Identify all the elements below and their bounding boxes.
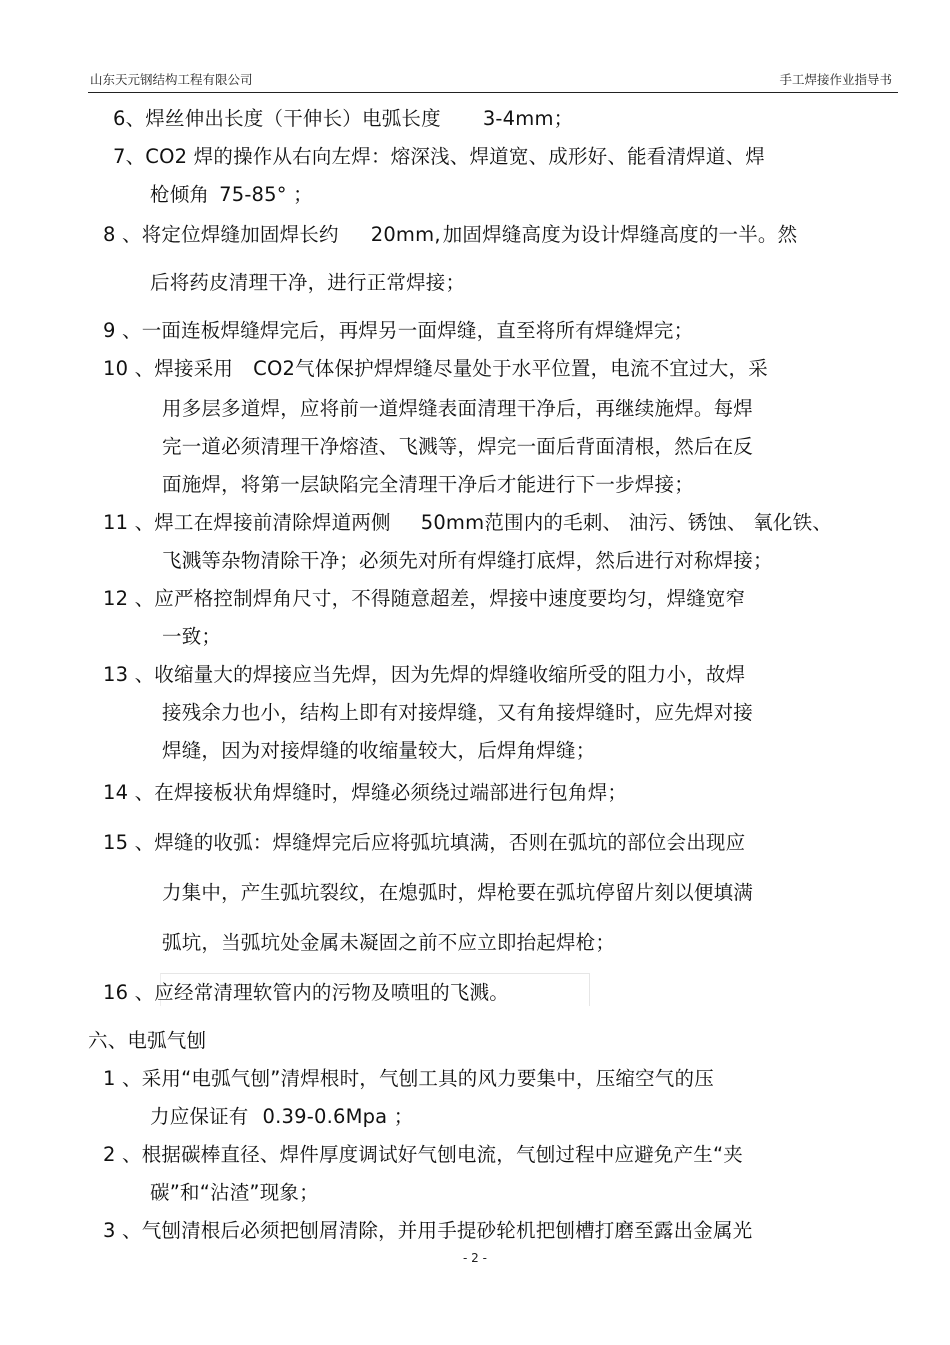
text-line: 16 、应经常清理软管内的污物及喷咀的飞溅。	[103, 981, 509, 1004]
text-line: 6、焊丝伸出长度（干伸长）电弧长度 3-4mm；	[113, 107, 574, 130]
text-line: 15 、焊缝的收弧：焊缝焊完后应将弧坑填满，否则在弧坑的部位会出现应	[103, 831, 746, 854]
text-line: 力集中，产生弧坑裂纹，在熄弧时，焊枪要在弧坑停留片刻以便填满	[162, 881, 754, 904]
text-line: 焊缝，因为对接焊缝的收缩量较大，后焊角焊缝；	[162, 739, 596, 762]
text-line: 11 、焊工在焊接前清除焊道两侧 50mm范围内的毛刺、 油污、锈蚀、 氧化铁、	[103, 511, 833, 534]
text-line: 弧坑，当弧坑处金属未凝固之前不应立即抬起焊枪；	[162, 931, 616, 954]
text-line: 9 、一面连板焊缝焊完后，再焊另一面焊缝，直至将所有焊缝焊完；	[103, 319, 694, 342]
text-line: 14 、在焊接板状角焊缝时，焊缝必须绕过端部进行包角焊；	[103, 781, 628, 804]
company-name: 山东天元钢结构工程有限公司	[90, 72, 253, 87]
text-line: 接残余力也小，结构上即有对接焊缝，又有角接焊缝时，应先焊对接	[162, 701, 754, 724]
text-line: 碳”和“沾渣”现象；	[150, 1181, 319, 1204]
page-number: - 2 -	[463, 1251, 487, 1265]
document-title: 手工焊接作业指导书	[779, 72, 892, 87]
text-line: 2 、根据碳棒直径、焊件厚度调试好气刨电流，气刨过程中应避免产生“夹	[103, 1143, 744, 1166]
text-line: 力应保证有 0.39-0.6Mpa ；	[150, 1105, 414, 1128]
text-line: 一致；	[162, 625, 222, 648]
text-line: 13 、收缩量大的焊接应当先焊，因为先焊的焊缝收缩所受的阻力小，故焊	[103, 663, 746, 686]
text-line: 12 、应严格控制焊角尺寸，不得随意超差，焊接中速度要均匀，焊缝宽窄	[103, 587, 746, 610]
text-line: 面施焊，将第一层缺陷完全清理干净后才能进行下一步焊接；	[162, 473, 694, 496]
text-line: 10 、焊接采用 CO2气体保护焊焊缝尽量处于水平位置，电流不宜过大，采	[103, 357, 768, 380]
text-line: 后将药皮清理干净，进行正常焊接；	[150, 271, 466, 294]
text-line: 用多层多道焊，应将前一道焊缝表面清理干净后，再继续施焊。每焊	[162, 397, 754, 420]
text-line: 1 、采用“电弧气刨”清焊根时，气刨工具的风力要集中，压缩空气的压	[103, 1067, 714, 1090]
text-line: 8 、将定位焊缝加固焊长约 20mm, 加固焊缝高度为设计焊缝高度的一半。然	[103, 223, 798, 246]
text-line: 完一道必须清理干净熔渣、飞溅等，焊完一面后背面清根，然后在反	[162, 435, 754, 458]
text-line: 7、CO2 焊的操作从右向左焊：熔深浅、焊道宽、成形好、能看清焊道、焊	[113, 145, 765, 168]
page-header	[88, 68, 898, 93]
text-line: 飞溅等杂物清除干净；必须先对所有焊缝打底焊，然后进行对称焊接；	[162, 549, 773, 572]
text-line: 枪倾角 75-85° ；	[150, 183, 313, 206]
section-heading: 六、电弧气刨	[88, 1029, 207, 1052]
text-line: 3 、气刨清根后必须把刨屑清除，并用手提砂轮机把刨槽打磨至露出金属光	[103, 1219, 753, 1242]
